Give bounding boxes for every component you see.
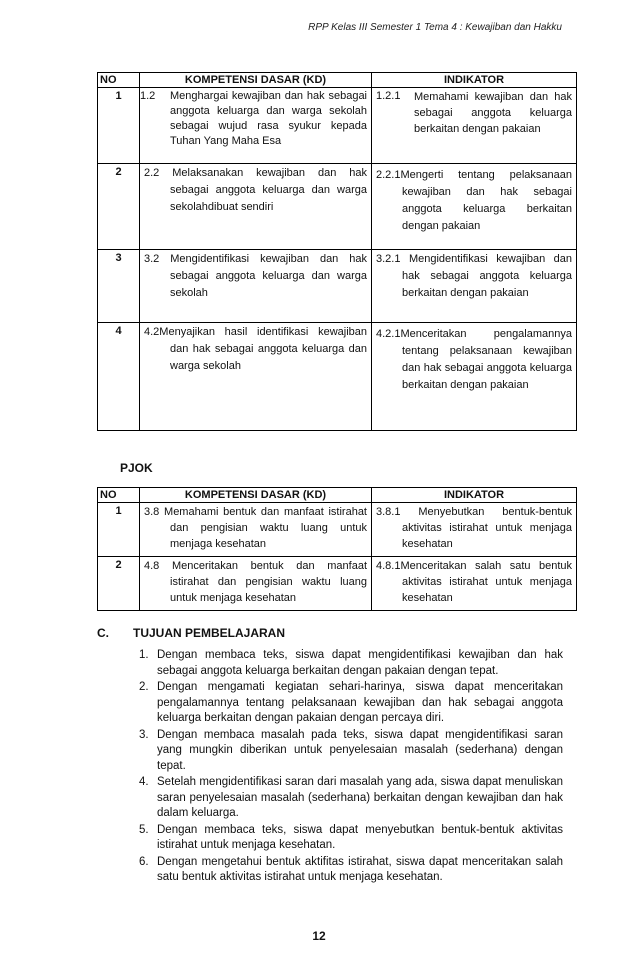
table-row	[98, 164, 577, 250]
indicator-text: Memahami kewajiban dan hak sebagai anggota keluarga berkaitan dengan pakaian	[414, 91, 572, 135]
kd-cell	[140, 503, 372, 557]
list-item	[139, 728, 563, 775]
kd-code: 4.2	[144, 326, 160, 338]
list-item-number: 5.	[139, 823, 149, 836]
kd-cell	[140, 250, 372, 323]
indicator-code: 1.2.1	[376, 90, 401, 102]
kd-code: 3.8	[144, 506, 160, 518]
table-row	[98, 557, 577, 611]
section-title: TUJUAN PEMBELAJARAN	[133, 626, 286, 640]
indicator-cell	[372, 557, 577, 611]
table-row	[98, 250, 577, 323]
indicator-code: 2.2.1	[376, 169, 401, 181]
competency-table-main	[97, 72, 577, 431]
kd-text: Memahami bentuk dan manfaat istirahat dan pengisian waktu luang untuk menjaga kesehatan	[164, 506, 367, 550]
column-header-kd: KOMPETENSI DASAR (KD)	[140, 73, 372, 88]
kd-code: 4.8	[144, 560, 160, 572]
running-header: RPP Kelas III Semester 1 Tema 4 : Kewajiban dan Hakku	[308, 22, 562, 33]
row-number: 1	[98, 503, 140, 557]
list-item	[139, 648, 563, 679]
page-number: 12	[312, 929, 326, 943]
indicator-code: 4.8.1	[376, 560, 401, 572]
section-letter: C.	[97, 626, 109, 640]
column-header-indikator: INDIKATOR	[372, 73, 577, 88]
kd-code: 2.2	[144, 167, 160, 179]
table-header-row	[98, 73, 577, 88]
indicator-text: Menyebutkan bentuk-bentuk aktivitas istirahat untuk menjaga kesehatan	[402, 506, 572, 550]
list-item-number: 4.	[139, 776, 149, 788]
kd-text: Melaksanakan kewajiban dan hak sebagai anggota keluarga dan warga sekolahdibuat sendiri	[170, 167, 368, 213]
list-item-text: Dengan membaca teks, siswa dapat menyebutkan bentuk-bentuk aktivitas istirahat untuk menjaga kesehatan.	[157, 823, 563, 851]
list-item-text: Dengan membaca masalah pada teks, siswa dapat mengidentifikasi saran yang mungkin diberikan untuk penyelesaian masalah (sederhana) dengan tepat.	[157, 728, 563, 772]
table-row	[98, 323, 577, 431]
list-item-number: 1.	[139, 649, 149, 661]
row-number: 4	[98, 323, 140, 431]
indicator-text: Mengerti tentang pelaksanaan kewajiban dan hak sebagai anggota keluarga berkaitan dengan pakaian	[400, 169, 572, 232]
list-item-number: 2.	[139, 681, 149, 693]
table-row	[98, 88, 577, 164]
list-item-number: 6.	[139, 855, 149, 868]
indicator-cell	[372, 88, 577, 164]
column-header-no: NO	[98, 488, 140, 503]
kd-code: 3.2	[144, 253, 160, 265]
competency-table-pjok	[97, 487, 577, 611]
list-item-text: Dengan membaca teks, siswa dapat mengidentifikasi kewajiban dan hak sebagai anggota keluarga berkaitan dengan pakaian dengan tepat.	[157, 649, 563, 677]
kd-text: Menghargai kewajiban dan hak sebagai anggota keluarga dan warga sekolah sebagai wujud rasa syukur kepada Tuhan Yang Maha Esa	[170, 90, 367, 147]
pjok-subject-label: PJOK	[120, 461, 153, 475]
kd-text: Menceritakan bentuk dan manfaat istirahat dan pengisian waktu luang untuk menjaga kesehatan	[170, 560, 367, 604]
row-number: 2	[98, 164, 140, 250]
indicator-text: Menceritakan pengalamannya tentang pelaksanaan kewajiban dan hak sebagai anggota keluarga berkaitan dengan pakaian	[400, 328, 572, 391]
column-header-kd: KOMPETENSI DASAR (KD)	[140, 488, 372, 503]
kd-cell	[140, 164, 372, 250]
column-header-no: NO	[98, 73, 140, 88]
row-number: 3	[98, 250, 140, 323]
indicator-text: Menceritakan salah satu bentuk aktivitas istirahat untuk menjaga kesehatan	[400, 560, 572, 604]
list-item	[139, 680, 563, 727]
table-row	[98, 503, 577, 557]
indicator-cell	[372, 503, 577, 557]
indicator-code: 3.2.1	[376, 253, 401, 265]
list-item	[139, 823, 563, 854]
kd-cell	[140, 88, 372, 164]
list-item-text: Dengan mengetahui bentuk aktifitas istirahat, siswa dapat menceritakan salah satu bentuk aktivitas istirahat untuk menjaga kesehatan.	[157, 855, 563, 883]
table-header-row	[98, 488, 577, 503]
learning-objectives-list	[139, 648, 563, 887]
indicator-cell	[372, 250, 577, 323]
column-header-indikator: INDIKATOR	[372, 488, 577, 503]
indicator-cell	[372, 164, 577, 250]
list-item	[139, 775, 563, 822]
list-item-number: 3.	[139, 728, 149, 741]
kd-cell	[140, 557, 372, 611]
kd-code: 1.2	[140, 90, 156, 102]
list-item-text: Dengan mengamati kegiatan sehari-harinya, siswa dapat menceritakan pengalamannya tentang pelaksanaan kewajiban dan hak sebagai anggota keluarga berkaitan dengan pakaian dengan percaya diri.	[157, 681, 563, 724]
section-heading	[97, 626, 285, 640]
kd-cell	[140, 323, 372, 431]
list-item-text: Setelah mengidentifikasi saran dari masalah yang ada, siswa dapat menuliskan saran penyelesaian masalah (sederhana) berkaitan dengan kewajiban dan hak dalam keluarga.	[157, 776, 563, 819]
indicator-code: 4.2.1	[376, 328, 401, 340]
list-item	[139, 855, 563, 886]
indicator-cell	[372, 323, 577, 431]
row-number: 1	[98, 88, 140, 164]
kd-text: Menyajikan hasil identifikasi kewajiban dan hak sebagai anggota keluarga dan warga sekolah	[159, 326, 367, 372]
kd-text: Mengidentifikasi kewajiban dan hak sebagai anggota keluarga dan warga sekolah	[170, 253, 367, 299]
indicator-code: 3.8.1	[376, 506, 401, 518]
row-number: 2	[98, 557, 140, 611]
indicator-text: Mengidentifikasi kewajiban dan hak sebagai anggota keluarga berkaitan dengan pakaian	[402, 253, 572, 299]
